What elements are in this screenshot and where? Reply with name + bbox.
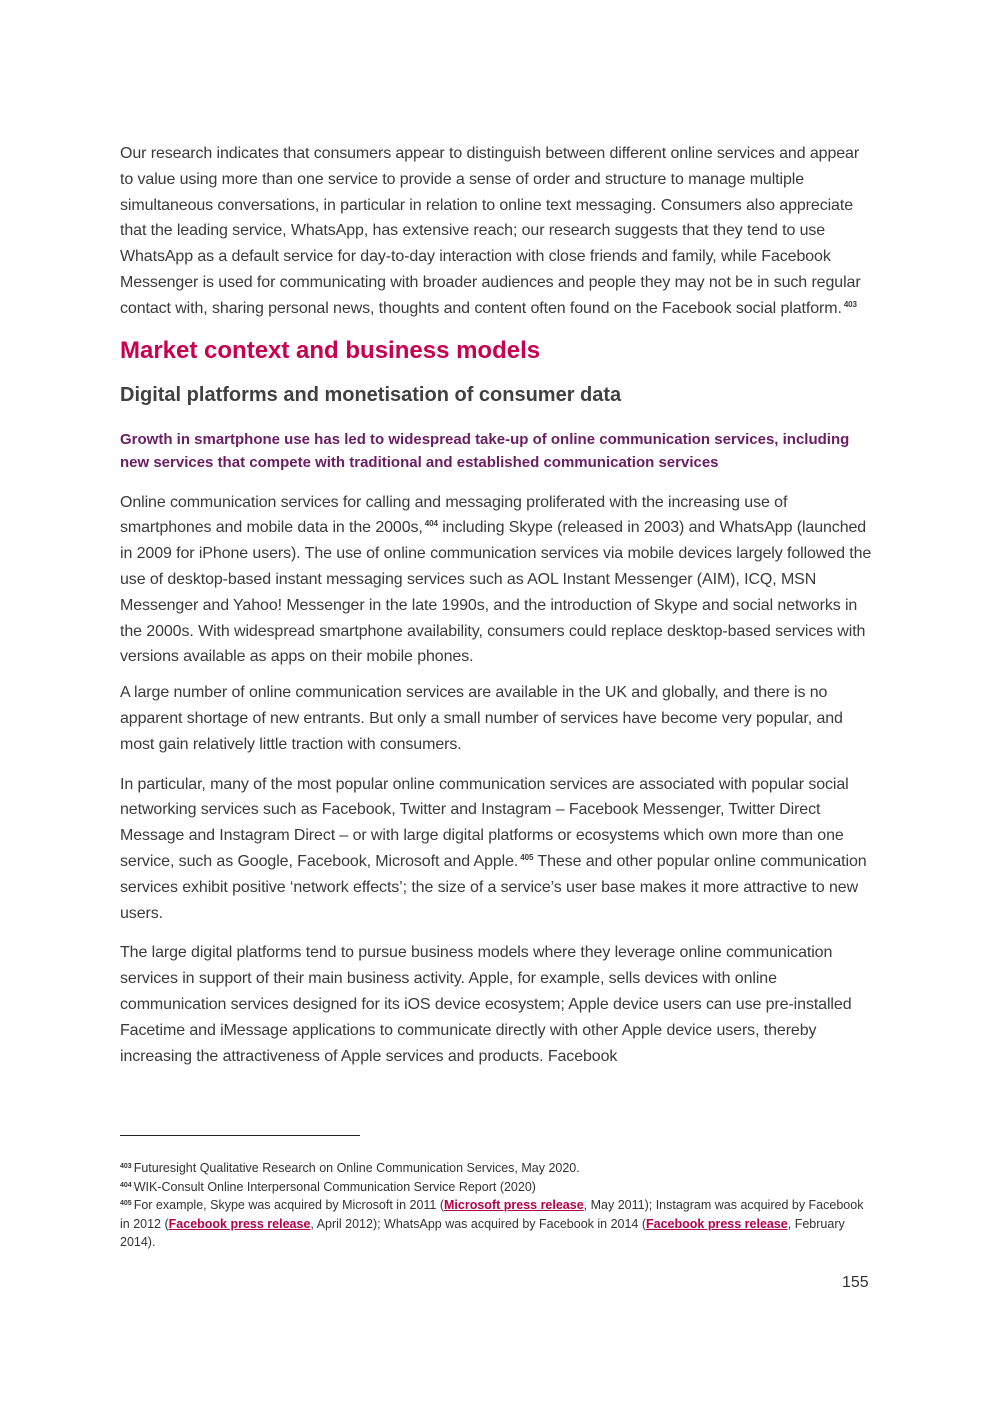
page-body [120, 140, 872, 1069]
paragraph-popular-services: In particular, many of the most popular online communication services are associated with popular social networking services such as Facebook, Twitter and Instagram – Facebook Messenger, Twitter Direct Message and Instagram Direct – or with large digital platforms or ecosystems which own more than one service, such as Google, Facebook, Microsoft and Apple. $^{405}$ These and other popular online communication services exhibit positive ‘network effects’; the size of a service’s user base makes it more attractive to new users. [120, 775, 867, 922]
footnote-divider [120, 1135, 360, 1136]
subsection-heading: Digital platforms and monetisation of consumer data [120, 383, 622, 406]
footnote-405: $^{405}$ For example, Skype was acquired by Microsoft in 2011 (Microsoft press release, May 2011); Instagram was acquired by Facebook in 2012 (Facebook press release, April 2012); WhatsApp was acquired by Facebook in 2014 (Facebook press release, February 2014). [120, 1198, 864, 1249]
paragraph-business-models: The large digital platforms tend to pursue business models where they leverage online communication services in support of their main business activity. Apple, for example, sells devices with online communication services designed for its iOS device ecosystem; Apple device users can use pre-installed Facetime and iMessage applications to communicate directly with other Apple device users, thereby increasing the attractiveness of Apple services and products. Facebook [120, 944, 852, 1065]
footnote-ref-403[interactable]: 403 [843, 299, 857, 309]
footnote-403: $^{403}$ Futuresight Qualitative Research on Online Communication Services, May 2020. [120, 1161, 580, 1175]
paragraph-smartphone-growth: Online communication services for calling and messaging proliferated with the increasing use of smartphones and mobile data in the 2000s, $^{404}$ including Skype (released in 2003) and WhatsApp (launched in 2009 for iPhone users). The use of online communication services via mobile devices largely followed the use of desktop-based instant messaging services such as AOL Instant Messenger (AIM), ICQ, MSN Messenger and Yahoo! Messenger in the late 1990s, and the introduction of Skype and social networks in the 2000s. With widespread smartphone availability, consumers could replace desktop-based services with versions available as apps on their mobile phones. [120, 493, 872, 666]
highlight-heading: Growth in smartphone use has led to widespread take-up of online communication services, including new services that compete with traditional and established communication services [120, 430, 850, 471]
facebook-press-release-link-2012[interactable]: Facebook press release [168, 1216, 311, 1231]
footnote-404: $^{404}$ WIK-Consult Online Interpersonal Communication Service Report (2020) [120, 1179, 536, 1194]
page-number: 155 [842, 1274, 869, 1291]
footnote-ref-405[interactable]: 405 [520, 852, 534, 862]
paragraph-consumer-research: Our research indicates that consumers appear to distinguish between different online services and appear to value using more than one service to provide a sense of order and structure to manage multiple simultaneous conversations, in particular in relation to online text messaging. Consumers also appreciate that the leading service, WhatsApp, has extensive reach; our research suggests that they tend to use WhatsApp as a default service for day-to-day interaction with close friends and family, while Facebook Messenger is used for communicating with broader audiences and people they may not be in such regular contact with, sharing personal news, thoughts and content often found on the Facebook social platform. $^{403}$ [120, 145, 861, 317]
facebook-press-release-link-2014[interactable]: Facebook press release [646, 1216, 788, 1231]
section-heading: Market context and business models [120, 336, 541, 364]
paragraph-market-entrants: A large number of online communication services are available in the UK and globally, and there is no apparent shortage of new entrants. But only a small number of services have become very popular, and most gain relatively little traction with consumers. [120, 684, 843, 753]
microsoft-press-release-link[interactable]: Microsoft press release [444, 1198, 584, 1212]
footnotes [120, 1159, 872, 1252]
footnote-ref-404[interactable]: 404 [424, 519, 438, 529]
